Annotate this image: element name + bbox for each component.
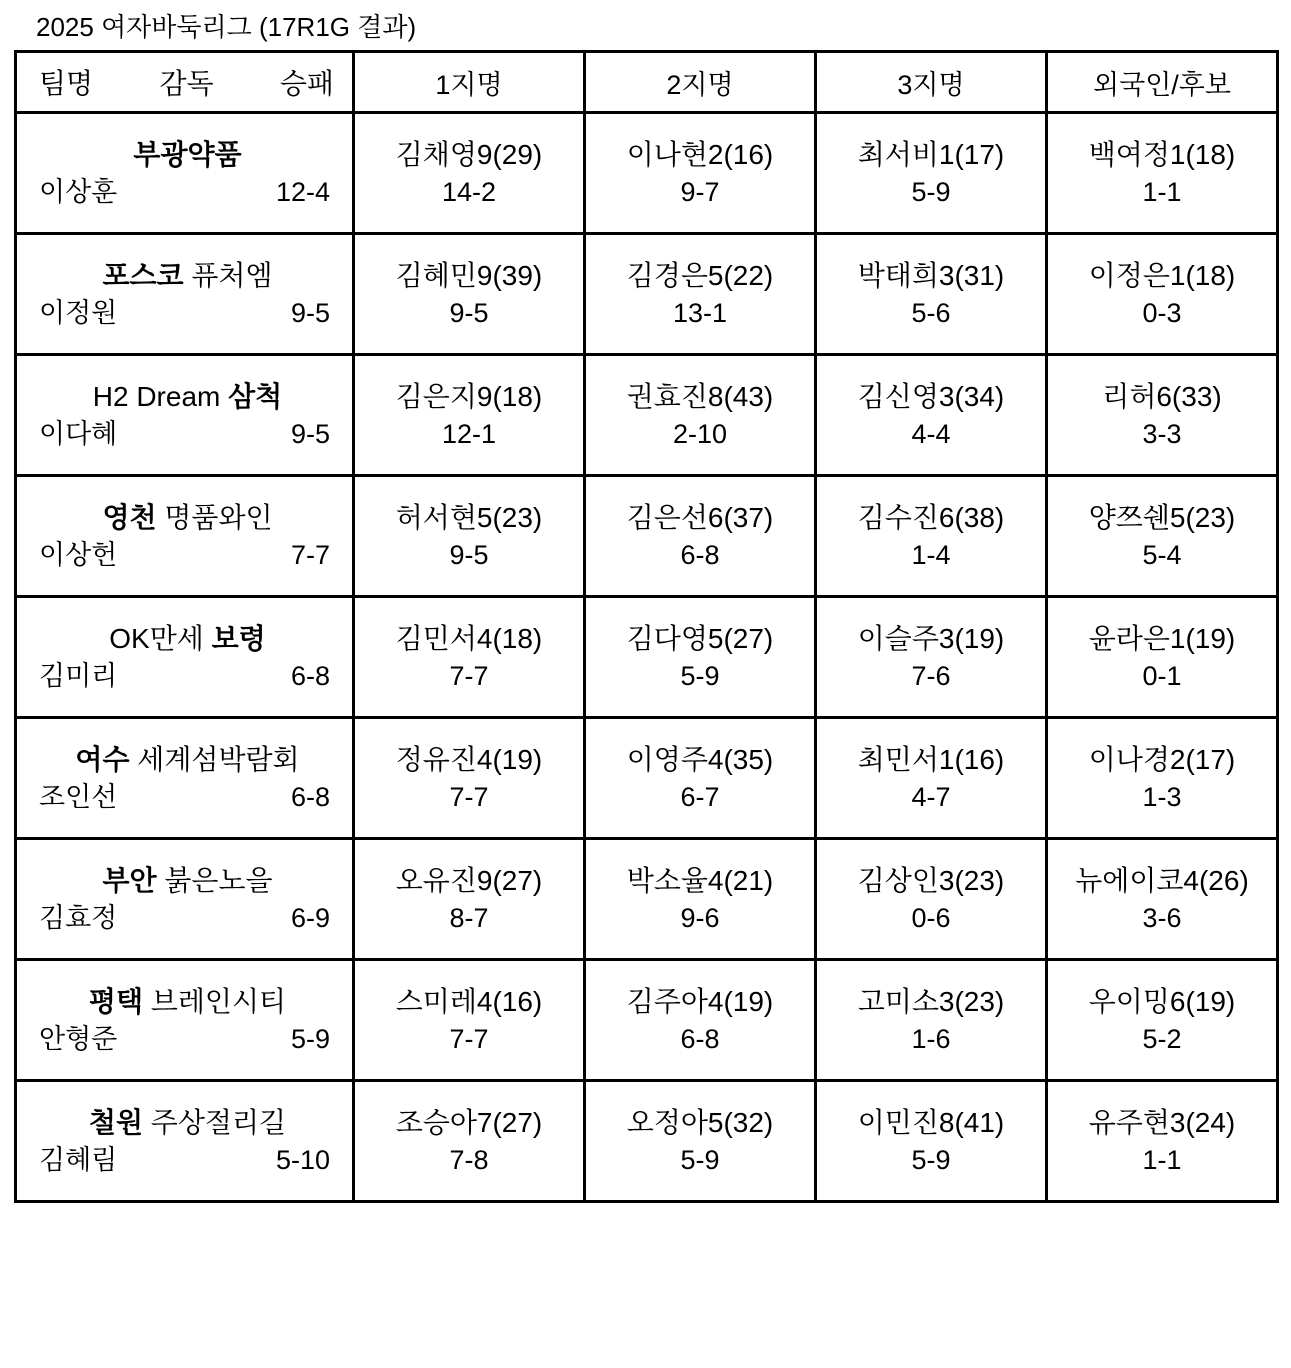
player-record: 7-8: [449, 1145, 489, 1175]
team-name: [39, 1105, 336, 1141]
player-record: 0-3: [1142, 298, 1182, 328]
team-cell: [16, 597, 354, 718]
player-cell: [585, 234, 816, 355]
table-row: [16, 234, 1278, 355]
player-cell: [354, 355, 585, 476]
header-team-label: 팀명: [39, 68, 94, 99]
player-cell: [816, 960, 1047, 1081]
player-record: 8-7: [449, 903, 489, 933]
player-record: 9-7: [680, 177, 720, 207]
team-cell: [16, 960, 354, 1081]
player-name: 우이밍6(19): [1088, 986, 1236, 1017]
player-cell: [1047, 355, 1278, 476]
team-name: [39, 984, 336, 1020]
team-coach: 이다혜: [39, 419, 118, 449]
player-name: 최민서1(16): [857, 744, 1005, 775]
player-cell: [585, 718, 816, 839]
player-record: 4-4: [911, 419, 951, 449]
header-pick-3: 3지명: [816, 52, 1047, 113]
player-name: 이정은1(18): [1088, 260, 1236, 291]
header-coach-label: 감독: [159, 68, 214, 99]
table-row: [16, 476, 1278, 597]
team-cell: [16, 839, 354, 960]
table-body: [16, 113, 1278, 1202]
player-record: 7-7: [449, 782, 489, 812]
team-name-suffix: 세계섬박람회: [129, 744, 300, 775]
player-name: 박소율4(21): [626, 865, 774, 896]
team-cell: [16, 234, 354, 355]
player-name: 양쯔쉔5(23): [1088, 502, 1236, 533]
player-name: 김민서4(18): [395, 623, 543, 654]
header-foreign-sub: 외국인/후보: [1047, 52, 1278, 113]
player-cell: [585, 476, 816, 597]
player-name: 윤라은1(19): [1088, 623, 1236, 654]
team-name-main: 보령: [211, 623, 266, 654]
table-row: [16, 597, 1278, 718]
team-name-main: 부광약품: [133, 139, 242, 170]
player-cell: [1047, 597, 1278, 718]
player-cell: [585, 839, 816, 960]
player-cell: [1047, 839, 1278, 960]
player-cell: [1047, 234, 1278, 355]
team-cell: [16, 476, 354, 597]
team-name-prefix-plain: H2 Dream: [92, 381, 229, 412]
header-pick-2: 2지명: [585, 52, 816, 113]
player-record: 3-6: [1142, 903, 1182, 933]
team-name-main: 여수: [75, 744, 130, 775]
team-record: 5-10: [275, 1145, 330, 1175]
player-cell: [1047, 113, 1278, 234]
table-row: [16, 718, 1278, 839]
table-header: [16, 52, 1278, 113]
player-name: 이민진8(41): [857, 1107, 1005, 1138]
player-name: 고미소3(23): [857, 986, 1005, 1017]
team-name: [39, 621, 336, 657]
team-coach: 조인선: [39, 782, 118, 812]
player-record: 13-1: [672, 298, 728, 328]
player-record: 1-3: [1142, 782, 1182, 812]
team-record: 5-9: [290, 1024, 330, 1054]
player-cell: [354, 839, 585, 960]
team-cell: [16, 355, 354, 476]
table-row: [16, 1081, 1278, 1202]
player-cell: [1047, 718, 1278, 839]
player-record: 0-6: [911, 903, 951, 933]
team-coach: 김미리: [39, 661, 118, 691]
player-name: 최서비1(17): [857, 139, 1005, 170]
player-name: 스미레4(16): [395, 986, 543, 1017]
player-record: 5-9: [680, 661, 720, 691]
player-name: 김수진6(38): [857, 502, 1005, 533]
team-name: [39, 863, 336, 899]
player-name: 이슬주3(19): [857, 623, 1005, 654]
team-record: 12-4: [275, 177, 330, 207]
player-name: 이영주4(35): [626, 744, 774, 775]
team-name: [39, 379, 336, 415]
player-cell: [1047, 960, 1278, 1081]
player-record: 3-3: [1142, 419, 1182, 449]
team-name-main: 부안: [102, 865, 157, 896]
player-name: 뉴에이코4(26): [1075, 865, 1249, 896]
header-team-coach-record: [16, 52, 354, 113]
table-row: [16, 355, 1278, 476]
team-name-suffix: 붉은노을: [156, 865, 273, 896]
header-row: [16, 52, 1278, 113]
player-cell: [1047, 1081, 1278, 1202]
player-name: 김경은5(22): [626, 260, 774, 291]
player-record: 0-1: [1142, 661, 1182, 691]
player-name: 유주현3(24): [1088, 1107, 1236, 1138]
player-record: 9-5: [449, 298, 489, 328]
player-record: 2-10: [672, 419, 728, 449]
player-name: 조승아7(27): [395, 1107, 543, 1138]
team-record: 6-8: [290, 661, 330, 691]
player-record: 7-6: [911, 661, 951, 691]
player-name: 박태희3(31): [857, 260, 1005, 291]
player-record: 6-8: [680, 1024, 720, 1054]
team-cell: [16, 113, 354, 234]
player-name: 김은선6(37): [626, 502, 774, 533]
player-record: 5-2: [1142, 1024, 1182, 1054]
team-name-main: 삼척: [228, 381, 283, 412]
player-cell: [585, 1081, 816, 1202]
team-record: 9-5: [290, 419, 330, 449]
team-coach: 김혜림: [39, 1145, 118, 1175]
team-name-suffix: 브레인시티: [143, 986, 287, 1017]
team-cell: [16, 1081, 354, 1202]
player-cell: [816, 234, 1047, 355]
team-coach: 이상헌: [39, 540, 118, 570]
team-name: [39, 137, 336, 173]
player-name: 김다영5(27): [626, 623, 774, 654]
player-cell: [354, 113, 585, 234]
player-cell: [816, 839, 1047, 960]
player-record: 5-4: [1142, 540, 1182, 570]
player-cell: [585, 113, 816, 234]
team-coach: 이정원: [39, 298, 118, 328]
player-record: 1-6: [911, 1024, 951, 1054]
player-cell: [1047, 476, 1278, 597]
player-cell: [816, 1081, 1047, 1202]
team-name-main: 평택: [88, 986, 144, 1017]
player-name: 이나경2(17): [1088, 744, 1236, 775]
team-name-prefix-plain: OK만세: [109, 623, 212, 654]
player-record: 5-9: [911, 177, 951, 207]
player-record: 5-6: [911, 298, 951, 328]
team-name: [39, 258, 336, 294]
player-cell: [816, 476, 1047, 597]
player-name: 백여정1(18): [1088, 139, 1236, 170]
league-results-table: [14, 50, 1279, 1203]
team-coach: 안형준: [39, 1024, 118, 1054]
team-record: 9-5: [290, 298, 330, 328]
page-title: 2025 여자바둑리그 (17R1G 결과): [36, 12, 417, 42]
player-name: 정유진4(19): [395, 744, 543, 775]
table-row: [16, 960, 1278, 1081]
player-record: 4-7: [911, 782, 951, 812]
team-name: [39, 742, 336, 778]
team-name-main: 영천: [102, 502, 157, 533]
player-record: 6-7: [680, 782, 720, 812]
team-name-suffix: 퓨처엠: [183, 260, 273, 291]
player-name: 김상인3(23): [857, 865, 1005, 896]
player-cell: [585, 355, 816, 476]
header-pick-1: 1지명: [354, 52, 585, 113]
player-record: 12-1: [441, 419, 497, 449]
player-record: 14-2: [441, 177, 497, 207]
player-record: 1-1: [1142, 177, 1182, 207]
player-cell: [354, 1081, 585, 1202]
player-cell: [354, 718, 585, 839]
header-record-label: 승패: [279, 68, 334, 99]
player-name: 오유진9(27): [395, 865, 543, 896]
player-cell: [354, 960, 585, 1081]
team-record: 6-8: [290, 782, 330, 812]
player-name: 김은지9(18): [395, 381, 543, 412]
team-record: 6-9: [290, 903, 330, 933]
player-name: 오정아5(32): [626, 1107, 774, 1138]
team-name-suffix: 명품와인: [156, 502, 273, 533]
player-cell: [585, 597, 816, 718]
player-cell: [816, 597, 1047, 718]
player-name: 김신영3(34): [857, 381, 1005, 412]
player-name: 김혜민9(39): [395, 260, 543, 291]
player-name: 이나현2(16): [626, 139, 774, 170]
player-name: 리허6(33): [1102, 381, 1222, 412]
team-name-suffix: 주상절리길: [143, 1107, 287, 1138]
table-row: [16, 839, 1278, 960]
player-record: 7-7: [449, 661, 489, 691]
team-name-main: 포스코: [102, 260, 184, 291]
team-coach: 김효정: [39, 903, 118, 933]
player-record: 9-5: [449, 540, 489, 570]
team-record: 7-7: [290, 540, 330, 570]
team-cell: [16, 718, 354, 839]
player-name: 김채영9(29): [395, 139, 543, 170]
player-record: 7-7: [449, 1024, 489, 1054]
team-name-main: 철원: [88, 1107, 144, 1138]
player-record: 1-4: [911, 540, 951, 570]
player-cell: [816, 113, 1047, 234]
player-record: 9-6: [680, 903, 720, 933]
player-name: 김주아4(19): [626, 986, 774, 1017]
player-record: 6-8: [680, 540, 720, 570]
player-cell: [354, 476, 585, 597]
player-name: 권효진8(43): [626, 381, 774, 412]
player-cell: [585, 960, 816, 1081]
player-cell: [816, 718, 1047, 839]
player-name: 허서현5(23): [395, 502, 543, 533]
team-coach: 이상훈: [39, 177, 118, 207]
player-record: 1-1: [1142, 1145, 1182, 1175]
player-cell: [816, 355, 1047, 476]
player-record: 5-9: [680, 1145, 720, 1175]
table-row: [16, 113, 1278, 234]
team-name: [39, 500, 336, 536]
player-cell: [354, 597, 585, 718]
player-cell: [354, 234, 585, 355]
player-record: 5-9: [911, 1145, 951, 1175]
